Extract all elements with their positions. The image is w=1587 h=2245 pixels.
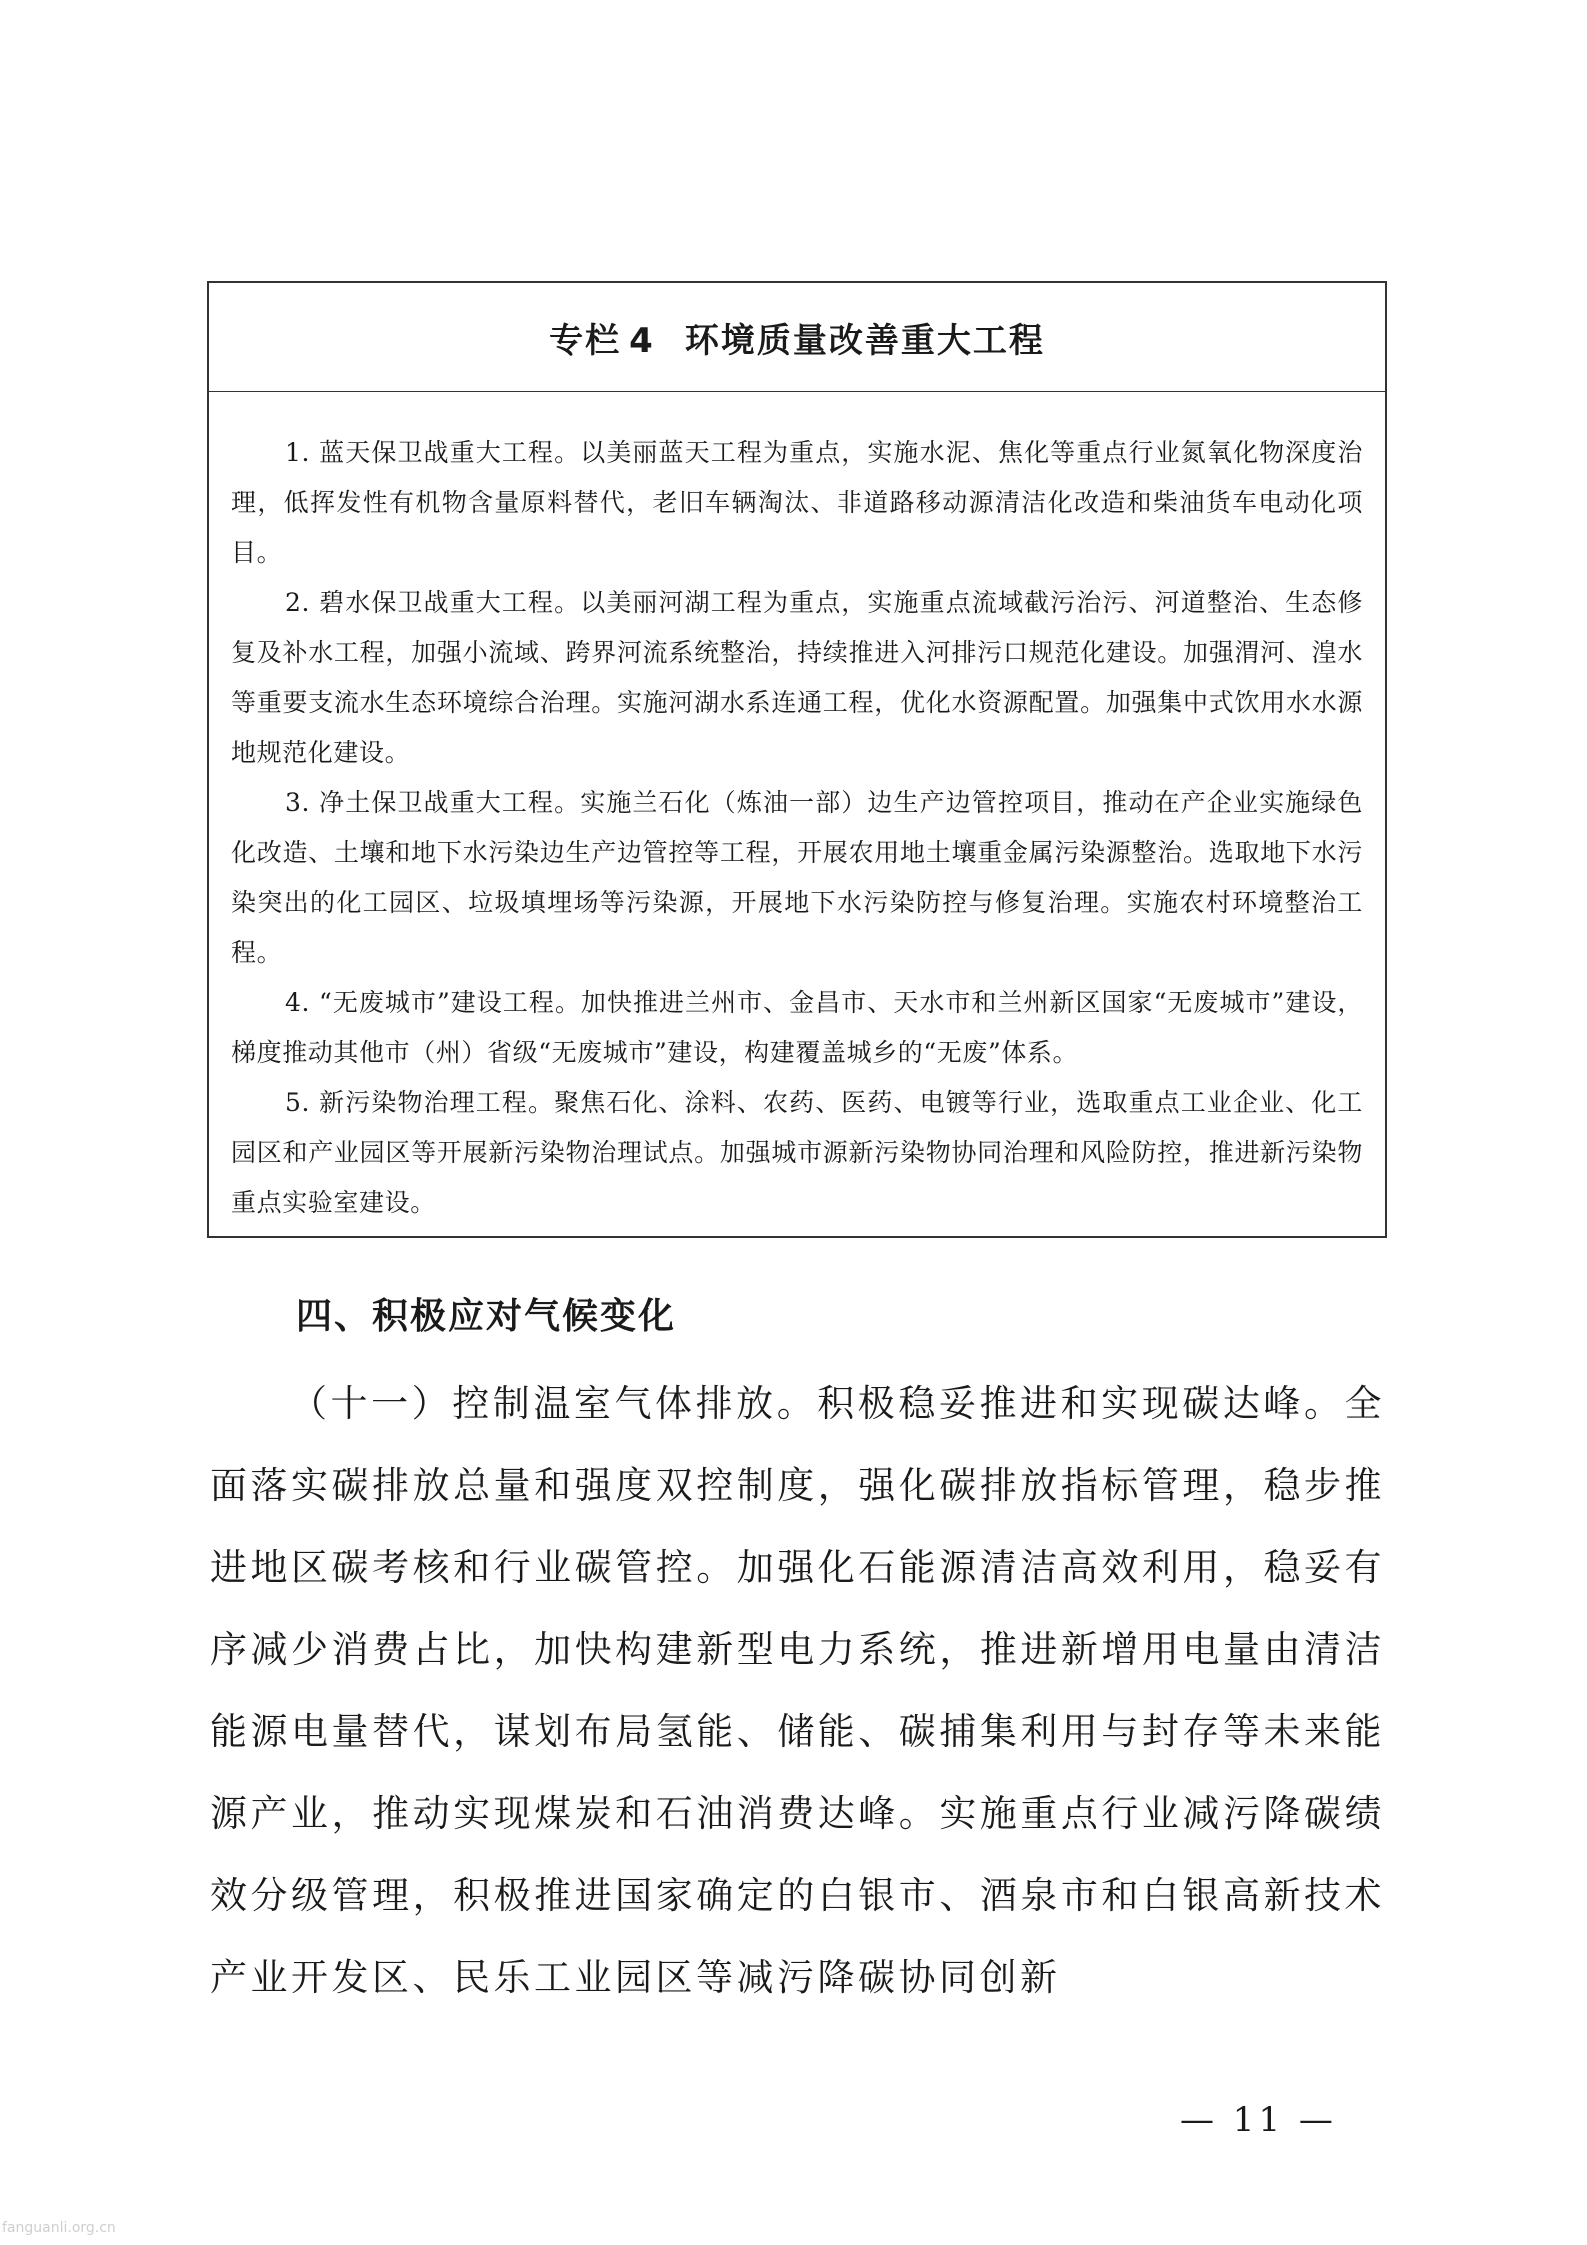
feature-box-header [209,283,1385,392]
paragraph-lead: （十一）控制温室气体排放。 [290,1382,818,1425]
feature-box-item-2: 2. 碧水保卫战重大工程。以美丽河湖工程为重点，实施重点流域截污治污、河道整治、生态修复及补水工程，加强小流域、跨界河流系统整治，持续推进入河排污口规范化建设。加强渭河、湟水等重要支流水生态环境综合治理。实施河湖水系连通工程，优化水资源配置。加强集中式饮用水水源地规范化建设。 [231,588,1363,767]
feature-box [207,281,1387,1238]
section-heading: 四、积极应对气候变化 [296,1296,677,1337]
feature-box-item-4: 4. “无废城市”建设工程。加快推进兰州市、金昌市、天水市和兰州新区国家“无废城市”建设，梯度推动其他市（州）省级“无废城市”建设，构建覆盖城乡的“无废”体系。 [231,988,1363,1067]
feature-box-title-text: 环境质量改善重大工程 [684,320,1045,361]
watermark-text: fanguanli.org.cn [2,2220,116,2236]
feature-box-title-number: 4 [629,320,655,361]
body-paragraph [210,1363,1385,2019]
feature-box-body [209,392,1385,1228]
paragraph-text: 积极稳妥推进和实现碳达峰。全面落实碳排放总量和强度双控制度，强化碳排放指标管理，稳步推进地区碳考核和行业碳管控。加强化石能源清洁高效利用，稳妥有序减少消费占比，加快构建新型电力系统，推进新增用电量由清洁能源电量替代，谋划布局氢能、储能、碳捕集利用与封存等未来能源产业，推动实现煤炭和石油消费达峰。实施重点行业减污降碳绩效分级管理，积极推进国家确定的白银市、酒泉市和白银高新技术产业开发区、民乐工业园区等减污降碳协同创新 [210,1382,1385,1999]
feature-box-title [549,313,1045,362]
feature-box-item-1: 1. 蓝天保卫战重大工程。以美丽蓝天工程为重点，实施水泥、焦化等重点行业氮氧化物深度治理，低挥发性有机物含量原料替代，老旧车辆淘汰、非道路移动源清洁化改造和柴油货车电动化项目。 [231,438,1363,567]
feature-box-title-prefix: 专栏 [549,320,622,361]
page-number: — 11 — [1180,2100,1337,2140]
feature-box-item-3: 3. 净土保卫战重大工程。实施兰石化（炼油一部）边生产边管控项目，推动在产企业实施绿色化改造、土壤和地下水污染边生产边管控等工程，开展农用地土壤重金属污染源整治。选取地下水污染突出的化工园区、垃圾填埋场等污染源，开展地下水污染防控与修复治理。实施农村环境整治工程。 [231,788,1363,967]
feature-box-item-5: 5. 新污染物治理工程。聚焦石化、涂料、农药、医药、电镀等行业，选取重点工业企业、化工园区和产业园区等开展新污染物治理试点。加强城市源新污染物协同治理和风险防控，推进新污染物重点实验室建设。 [231,1088,1363,1217]
